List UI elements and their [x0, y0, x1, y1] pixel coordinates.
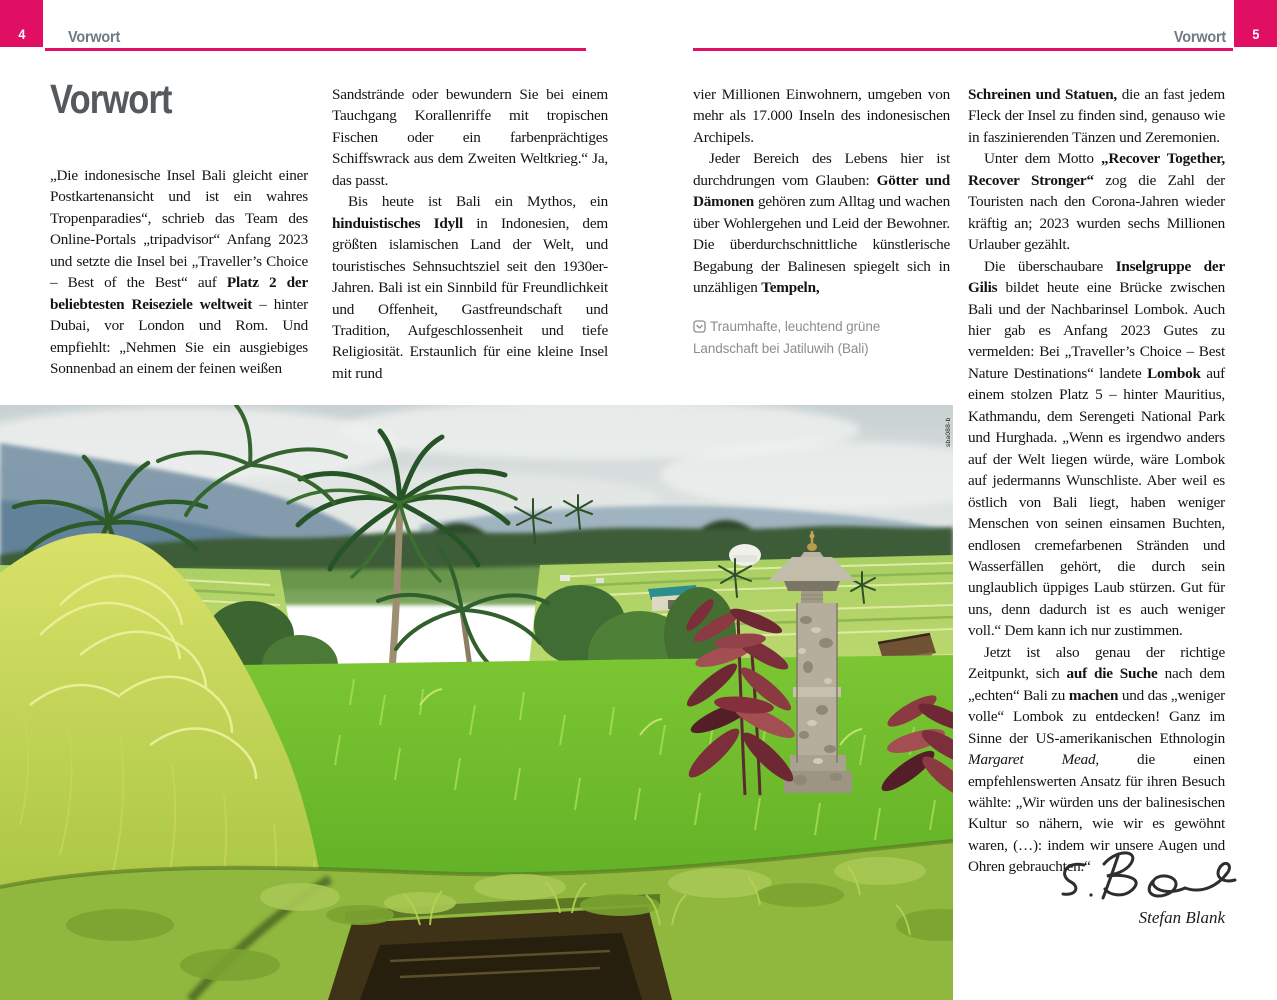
page-number-tab-right [1234, 0, 1277, 47]
text-column-4: Schreinen und Statuen, die an fast jedem Fleck der Insel zu finden sind, genauso wie in faszinierenden Tänzen und Zeremonien. Unter dem Motto „Recover Together, Recover Stronger“ zog die Zahl der Touristen nach den Corona-Jahren wieder kräftig an; 2023 wurden sechs Millionen Urlauber gezählt. Die überschaubare Inselgruppe der Gilis bildet heute eine Brücke zwischen Bali und der Nachbarinsel Lombok. Auch hier gab es Anfang 2023 Gutes zu vermelden: Bei „Traveller’s Choice – Best Nature Destinations“ landete Lombok auf einem stolzen Platz 5 – hinter Mauritius, Kathmandu, dem Serengeti National Park und Hurghada. „Wenn es irgendwo anders auf der Welt liegen würde, wäre Lombok auf jedermanns Wunschliste. Aber weil es östlich von Bali liegt, haben weniger Menschen von seinen einsamen Buchten, endlosen cremefarbenen Stränden und Wasserfällen gehört, die durch sein unglaublich üppiges Laub stürzen. Gut für uns, denn dadurch ist es auch weniger voll.“ Dem kann ich nur zustimmen. Jetzt ist also genau der richtige Zeitpunkt, sich auf die Suche nach dem „echten“ Bali zu machen und das „weniger volle“ Lombok zu entdecken! Ganz im Sinne der US-amerikanischen Ethnologin Margaret Mead, die einen empfehlenswerten Ansatz für ihren Besuch wählte: „Wir würden uns der balinesischen Kultur so nähern, wie wir es gewöhnt waren, (…): indem wir unsere Augen und Ohren gebrauchten.“ [968, 86, 1226, 876]
text-column-3: vier Millionen Einwohnern, umgeben von mehr als 17.000 Inseln des indonesischen Archipels. Jeder Bereich des Lebens hier ist durchdrungen vom Glauben: Götter und Dämonen gehören zum Alltag und wachen über Wohlergehen und Leid der Bewohner. Die überdurchschnittliche künstlerische Begabung der Balinesen spiegelt sich in unzähligen Tempeln, [693, 86, 950, 297]
caption-text: Traumhafte, leuchtend grüne Landschaft bei Jatiluwih (Bali) [693, 319, 881, 356]
page-number: 4 [17, 26, 26, 42]
photo-illustration [0, 405, 953, 1000]
author-signature-scribble [1052, 843, 1242, 905]
header-rule-right [693, 48, 1233, 51]
photo-caption [693, 316, 913, 359]
text-column-1: „Die indonesische Insel Bali gleicht einer Postkartenansicht und ist ein wahres Tropenparadies“, schrieb das Team des Online-Portals „tripadvisor“ Anfang 2023 und setzte die Insel bei „Traveller’s Choice – Best of the Best“ auf Platz 2 der beliebtesten Reiseziele weltweit – hinter Dubai, vor London und Rom. Und empfiehlt: „Nehmen Sie ein ausgiebiges Sonnenbad an einem der feinen weißen [50, 167, 308, 378]
page-number: 5 [1251, 26, 1260, 42]
author-name: Stefan Blank [1138, 908, 1225, 927]
running-head-left: Vorwort [68, 29, 121, 46]
header-rule-left [45, 48, 586, 51]
running-head-right: Vorwort [1173, 29, 1226, 46]
text-column-2: Sandstrände oder bewundern Sie bei einem Tauchgang Korallenriffe mit tropischen Fischen oder ein farbenprächtiges Schiffswrack aus dem Zweiten Weltkrieg.“ Ja, das passt. Bis heute ist Bali ein Mythos, ein hinduistisches Idyll in Indonesien, dem größten islamischen Land der Welt, und touristisches Sehnsuchtsziel seit den 1930er-Jahren. Bali ist ein Sinnbild für Freundlichkeit und Offenheit, Gastfreundschaft und Tradition, Aufgeschlossenheit und tiefe Religiosität. Erstaunlich für eine kleine Insel mit rund [332, 86, 608, 382]
photo-credit: sba088-b [945, 417, 952, 447]
chevron-down-box-icon [693, 320, 706, 333]
page-number-tab-left [0, 0, 43, 47]
rice-field [240, 655, 953, 875]
bali-rice-terrace-photo [0, 405, 953, 1000]
page-title: Vorwort [50, 76, 172, 122]
